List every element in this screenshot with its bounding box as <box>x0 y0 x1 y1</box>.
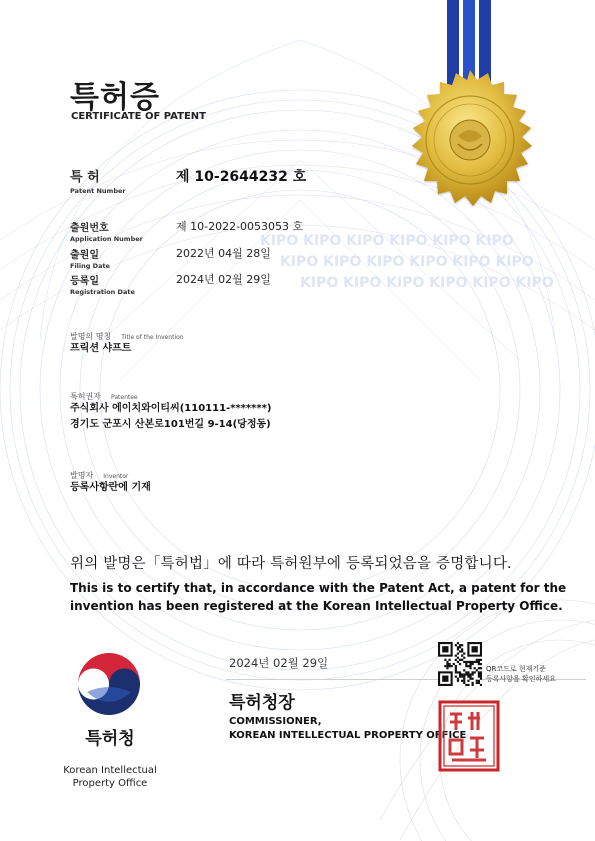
patent-number-label <box>70 166 126 195</box>
inventor-label-ko: 발명자 <box>70 471 94 480</box>
commissioner-title-ko: 특허청장 <box>229 693 295 713</box>
invention-title-label-ko: 발명의 명칭 <box>70 332 112 341</box>
kipo-logo-name-en-line1: Korean Intellectual <box>63 765 157 776</box>
application-number-label-ko: 출원번호 <box>70 223 109 234</box>
watermark-text-3: KIPO KIPO KIPO KIPO KIPO KIPO <box>300 275 554 291</box>
commissioner-title-en-line2: KOREAN INTELLECTUAL PROPERTY OFFICE <box>229 730 467 741</box>
application-number-label-en: Application Number <box>70 235 143 243</box>
issue-date: 2024년 02월 29일 <box>229 656 329 670</box>
invention-title-value: 프릭션 샤프트 <box>70 343 132 354</box>
kipo-logo-icon <box>77 652 141 716</box>
patentee-address: 경기도 군포시 산본로101번길 9-14(당정동) <box>70 419 271 430</box>
qr-note-line1: QR코드로 현재기준 <box>486 665 546 673</box>
invention-title-label-en: Title of the Invention <box>121 334 184 341</box>
watermark-text-2: KIPO KIPO KIPO KIPO KIPO KIPO <box>280 254 534 270</box>
registration-date-label-en: Registration Date <box>70 288 135 296</box>
application-number-value: 제 10-2022-0053053 호 <box>176 220 304 233</box>
inventor-value: 등록사항란에 기재 <box>70 482 151 493</box>
registration-date-label-ko: 등록일 <box>70 276 99 287</box>
filing-date-value: 2022년 04월 28일 <box>176 247 271 260</box>
patentee-label-en: Patentee <box>111 394 138 401</box>
application-number-label <box>70 219 143 243</box>
filing-date-label-en: Filing Date <box>70 262 110 270</box>
patentee-label-ko: 특허권자 <box>70 392 101 401</box>
qr-note <box>486 664 556 684</box>
official-seal-stamp-icon <box>438 700 500 772</box>
kipo-logo-name-en-line2: Property Office <box>72 778 148 789</box>
registration-date-label <box>70 272 135 296</box>
certificate-title: 특허증 <box>70 80 160 115</box>
patentee-name: 주식회사 에이치와이티씨(110111-*******) <box>70 403 272 414</box>
patent-number-value: 제 10-2644232 호 <box>176 169 307 185</box>
inventor-label-en: Inventor <box>103 473 129 480</box>
filing-date-label-ko: 출원일 <box>70 250 99 261</box>
filing-date-label <box>70 246 110 270</box>
watermark-text-1: KIPO KIPO KIPO KIPO KIPO KIPO <box>260 233 514 249</box>
certification-statement-en-line1: This is to certify that, in accordance with the Patent Act, a patent for the <box>70 581 567 595</box>
registration-date-value: 2024년 02월 29일 <box>176 273 271 286</box>
kipo-logo-name-en <box>55 764 165 790</box>
certification-statement-en-line2: invention has been registered at the Korean Intellectual Property Office. <box>70 599 563 613</box>
patent-number-label-en: Patent Number <box>70 187 126 195</box>
qr-note-line2: 등록사항을 확인하세요 <box>486 675 556 683</box>
kipo-logo-name-ko: 특허청 <box>85 729 135 749</box>
certificate-subtitle: CERTIFICATE OF PATENT <box>71 111 206 122</box>
patent-number-label-ko: 특 허 <box>70 170 100 185</box>
qr-code-icon[interactable] <box>438 642 482 686</box>
certification-statement-ko: 위의 발명은「특허법」에 따라 특허원부에 등록되었음을 증명합니다. <box>70 556 512 572</box>
commissioner-title-en-line1: COMMISSIONER, <box>229 716 322 727</box>
